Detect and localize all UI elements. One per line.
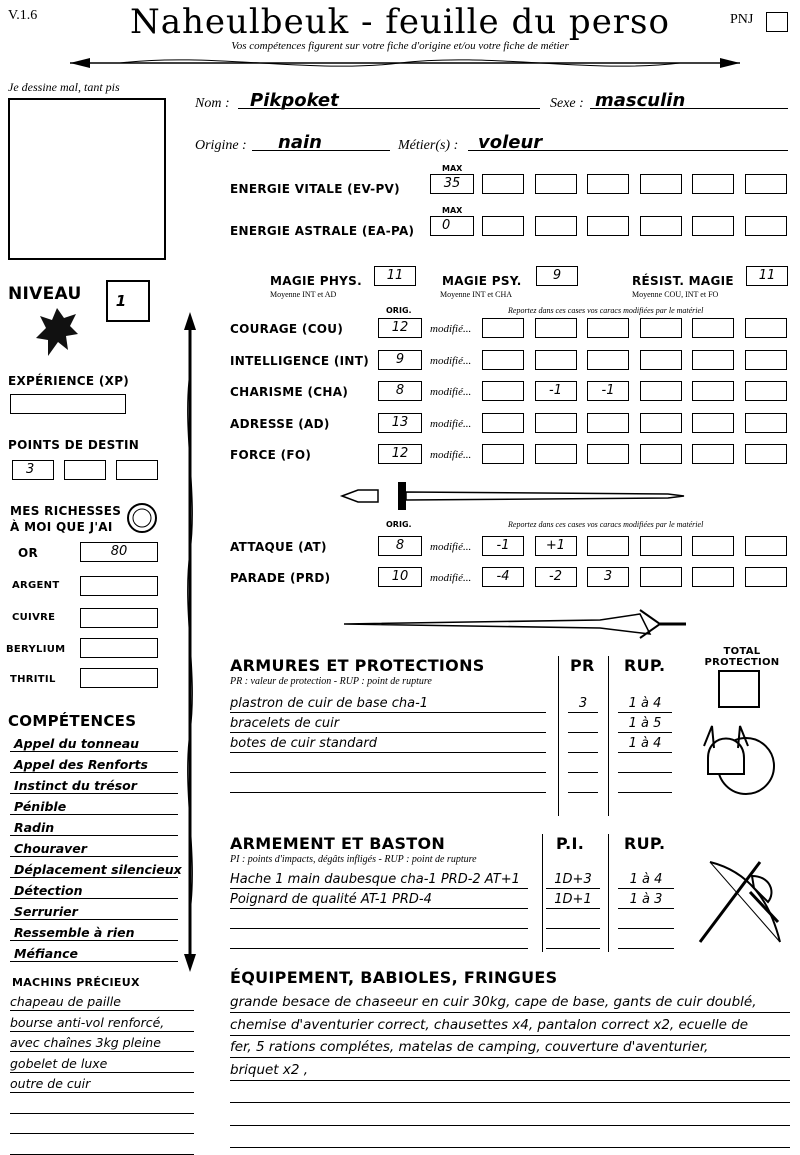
nom-value[interactable]: Pikpoket [250, 90, 339, 111]
modifie-label: modifié... [430, 417, 472, 430]
destin-label: POINTS DE DESTIN [8, 438, 140, 452]
version-label: V.1.6 [8, 8, 38, 23]
sheet-title: Naheulbeuk - feuille du perso [130, 2, 670, 42]
ev-value: 35 [443, 176, 461, 191]
precious-line [10, 1010, 194, 1011]
stat-mod-box[interactable] [640, 536, 682, 556]
resist-value: 11 [758, 268, 776, 283]
niveau-label: NIVEAU [8, 284, 82, 304]
stat-mod-box[interactable] [745, 318, 787, 338]
skill-line [10, 751, 178, 752]
cuivre-box[interactable] [80, 608, 158, 628]
stat-mod-box[interactable] [745, 350, 787, 370]
richesses-label-1: MES RICHESSES [10, 504, 122, 518]
armor-rup-line [618, 772, 672, 773]
equipment-line [230, 1125, 790, 1126]
richesses-label-2: À MOI QUE J'AI [10, 520, 113, 534]
cuivre-label: CUIVRE [12, 612, 56, 623]
weapon-line [230, 908, 528, 909]
weapon-pi-line [546, 888, 600, 889]
ea-box[interactable] [692, 216, 734, 236]
stat-mod-box[interactable] [587, 350, 629, 370]
stat-mod-value: -4 [496, 569, 510, 584]
armor-rup-line [618, 732, 672, 733]
weapon-rup-line [618, 948, 674, 949]
stat-mod-box[interactable] [692, 567, 734, 587]
or-value: 80 [110, 544, 128, 559]
stat-mod-box[interactable] [535, 350, 577, 370]
orig-label-combat: ORIG. [386, 520, 412, 529]
armor-pr-line [568, 752, 598, 753]
rup-header-armor: RUP. [624, 656, 666, 675]
ea-box[interactable] [587, 216, 629, 236]
precious-item[interactable]: gobelet de luxe [10, 1055, 108, 1071]
sexe-value[interactable]: masculin [595, 90, 686, 111]
armor-rup-line [618, 752, 672, 753]
armement-note: PI : points d'impacts, dégâts infligés - RUP : point de rupture [230, 854, 477, 865]
precious-item[interactable]: bourse anti-vol renforcé, [10, 1014, 165, 1030]
ea-box[interactable] [482, 216, 524, 236]
stat-mod-box[interactable] [640, 413, 682, 433]
armor-name[interactable]: botes de cuir standard [230, 736, 377, 751]
precious-line [10, 1154, 194, 1155]
weapon-pi-line [546, 908, 600, 909]
armures-title: ARMURES ET PROTECTIONS [230, 656, 485, 675]
ea-label: ENERGIE ASTRALE (EA-PA) [230, 224, 415, 238]
skill-line [10, 940, 178, 941]
armor-rup-line [618, 712, 672, 713]
coin-icon [126, 502, 158, 534]
equipment-line [230, 1147, 790, 1148]
magie-phys-label: MAGIE PHYS. [270, 274, 362, 288]
skill-line [10, 772, 178, 773]
precious-line [10, 1133, 194, 1134]
modifie-label: modifié... [430, 572, 472, 584]
armor-rup[interactable]: 1 à 5 [628, 716, 662, 731]
equipment-line [230, 1102, 790, 1103]
skill-item[interactable]: Chouraver [14, 841, 87, 856]
thritil-box[interactable] [80, 668, 158, 688]
skill-line [10, 856, 178, 857]
total-protection-box[interactable] [718, 670, 760, 708]
skill-item[interactable]: Pénible [14, 799, 67, 814]
armor-pr-line [568, 792, 598, 793]
modifie-label: modifié... [430, 541, 472, 553]
stat-mod-box[interactable] [692, 413, 734, 433]
stat-mod-box[interactable] [640, 381, 682, 401]
skill-item[interactable]: Instinct du trésor [14, 778, 137, 793]
armor-rup[interactable]: 1 à 4 [628, 736, 662, 751]
pnj-checkbox[interactable] [766, 12, 788, 32]
equipment-line [230, 1012, 790, 1013]
stat-label: PARADE (PRD) [230, 571, 331, 585]
weapon-name[interactable]: Poignard de qualité AT-1 PRD-4 [230, 892, 432, 907]
thritil-label: THRITIL [10, 674, 56, 685]
armor-divider-1 [558, 656, 559, 816]
skill-item[interactable]: Appel des Renforts [14, 757, 148, 772]
magie-psy-label: MAGIE PSY. [442, 274, 522, 288]
stat-mod-box[interactable] [535, 444, 577, 464]
equipment-text[interactable]: grande besace de chaseeur en cuir 30kg, cape de base, gants de cuir doublé, [230, 994, 757, 1010]
armor-pr[interactable]: 3 [578, 696, 588, 711]
rup-header-weapons: RUP. [624, 834, 666, 853]
sheet-subtitle: Vos compétences figurent sur votre fiche d'origine et/ou votre fiche de métier [231, 40, 569, 52]
portrait-caption: Je dessine mal, tant pis [8, 80, 120, 94]
weapon-line [230, 928, 528, 929]
ea-box[interactable] [535, 216, 577, 236]
sword-ornament-2 [340, 604, 690, 644]
ev-max-label: MAX [442, 164, 463, 173]
weapon-pi-line [546, 948, 600, 949]
destin-value: 3 [26, 462, 35, 477]
ev-box[interactable] [482, 174, 524, 194]
stat-orig-value: 8 [395, 383, 405, 398]
skill-line [10, 919, 178, 920]
stat-mod-box[interactable] [587, 444, 629, 464]
stat-mod-box[interactable] [745, 444, 787, 464]
ea-value: 0 [442, 218, 451, 233]
skill-line [10, 961, 178, 962]
armor-line [230, 752, 546, 753]
stat-orig-value: 8 [395, 538, 405, 553]
armor-line [230, 732, 546, 733]
weapon-rup[interactable]: 1 à 4 [629, 872, 663, 887]
stat-label: COURAGE (COU) [230, 322, 344, 336]
magie-phys-note: Moyenne INT et AD [270, 290, 337, 299]
stat-label: CHARISME (CHA) [230, 385, 349, 399]
stat-mod-box[interactable] [587, 318, 629, 338]
stat-orig-value: 12 [391, 320, 409, 335]
precious-item[interactable]: chapeau de paille [10, 994, 121, 1009]
skill-item[interactable]: Déplacement silencieux [14, 862, 182, 877]
header-spear-ornament [60, 52, 750, 74]
stat-mod-value: -1 [496, 538, 510, 553]
armement-title: ARMEMENT ET BASTON [230, 834, 446, 853]
precious-line [10, 1031, 194, 1032]
precious-line [10, 1113, 194, 1114]
skill-item[interactable]: Appel du tonneau [14, 736, 140, 751]
weapon-pi-line [546, 928, 600, 929]
portrait-box[interactable] [8, 98, 166, 260]
skill-line [10, 814, 178, 815]
stat-mod-box[interactable] [482, 318, 524, 338]
ea-box[interactable] [745, 216, 787, 236]
weapon-rup-line [618, 888, 674, 889]
armor-pr-line [568, 712, 598, 713]
armor-rup[interactable]: 1 à 4 [628, 696, 662, 711]
stat-label: ATTAQUE (AT) [230, 540, 327, 554]
stat-mod-box[interactable] [640, 444, 682, 464]
modifie-label: modifié... [430, 449, 472, 461]
stat-mod-box[interactable] [745, 413, 787, 433]
combat-note: Reportez dans ces cases vos caracs modifiées par le matériel [508, 520, 704, 529]
stat-mod-box[interactable] [692, 318, 734, 338]
berylium-label: BERYLIUM [6, 644, 66, 655]
or-label: OR [18, 546, 39, 560]
armor-line [230, 712, 546, 713]
stat-mod-box[interactable] [535, 413, 577, 433]
pi-header: P.I. [556, 834, 585, 853]
origine-value[interactable]: nain [278, 132, 322, 153]
precious-line [10, 1072, 194, 1073]
skill-item[interactable]: Méfiance [14, 946, 78, 961]
total-protection-label: TOTAL PROTECTION [704, 646, 780, 668]
stat-label: INTELLIGENCE (INT) [230, 353, 369, 368]
precious-item[interactable]: outre de cuir [10, 1076, 91, 1091]
resist-note: Moyenne COU, INT et FO [632, 290, 719, 299]
stat-mod-box[interactable] [745, 536, 787, 556]
destin-box-3[interactable] [116, 460, 158, 480]
precious-item[interactable]: avec chaînes 3kg pleine [10, 1035, 161, 1050]
orig-label: ORIG. [386, 306, 412, 315]
weapons-divider-1 [542, 834, 543, 952]
metier-label: Métier(s) : [398, 138, 459, 153]
stat-mod-box[interactable] [482, 413, 524, 433]
weapons-divider-2 [608, 834, 609, 952]
spear-divider [180, 312, 200, 972]
ea-max-label: MAX [442, 206, 463, 215]
armor-name[interactable]: bracelets de cuir [230, 716, 340, 731]
modifie-label: modifié... [430, 354, 472, 367]
stat-mod-box[interactable] [640, 567, 682, 587]
sexe-label: Sexe : [550, 96, 584, 111]
armor-pr-line [568, 772, 598, 773]
stat-mod-box[interactable] [535, 318, 577, 338]
modifie-label: modifié... [430, 386, 472, 398]
stat-orig-value: 13 [391, 414, 409, 430]
skill-item[interactable]: Détection [14, 883, 83, 898]
helmet-shield-icon [694, 718, 776, 808]
armor-rup-line [618, 792, 672, 793]
weapon-pi[interactable]: 1D+1 [554, 892, 592, 907]
weapon-rup[interactable]: 1 à 3 [629, 892, 663, 907]
stat-orig-value: 10 [391, 569, 409, 584]
stats-note: Reportez dans ces cases vos caracs modifiées par le matériel [508, 306, 704, 315]
skill-line [10, 877, 178, 878]
magie-psy-value: 9 [552, 268, 562, 283]
ev-box[interactable] [745, 174, 787, 194]
stat-mod-box[interactable] [745, 567, 787, 587]
skill-line [10, 793, 178, 794]
equipment-line [230, 1080, 790, 1081]
stat-mod-box[interactable] [482, 381, 524, 401]
equipment-text[interactable]: briquet x2 , [230, 1061, 309, 1078]
precious-line [10, 1092, 194, 1093]
stat-mod-box[interactable] [587, 413, 629, 433]
stat-mod-box[interactable] [692, 381, 734, 401]
skill-line [10, 898, 178, 899]
armor-name[interactable]: plastron de cuir de base cha-1 [230, 696, 429, 711]
ev-box[interactable] [692, 174, 734, 194]
stat-mod-box[interactable] [640, 350, 682, 370]
niveau-value: 1 [115, 292, 127, 310]
magie-psy-note: Moyenne INT et CHA [440, 290, 513, 299]
equipment-line [230, 1035, 790, 1036]
skill-item[interactable]: Ressemble à rien [14, 925, 135, 940]
equipment-text[interactable]: fer, 5 rations complétes, matelas de camping, couverture d'aventurier, [230, 1039, 709, 1055]
stat-mod-box[interactable] [482, 350, 524, 370]
stat-mod-box[interactable] [692, 444, 734, 464]
ea-box[interactable] [640, 216, 682, 236]
stat-mod-value: -1 [601, 383, 615, 398]
stat-mod-box[interactable] [745, 381, 787, 401]
skill-item[interactable]: Radin [14, 820, 55, 835]
weapon-rup-line [618, 908, 674, 909]
xp-box[interactable] [10, 394, 126, 414]
armor-divider-2 [608, 656, 609, 816]
stat-mod-value: -2 [549, 569, 562, 584]
armor-pr-line [568, 732, 598, 733]
ev-box[interactable] [587, 174, 629, 194]
stat-mod-value: 3 [603, 569, 613, 584]
nom-label: Nom : [195, 96, 230, 111]
metier-value[interactable]: voleur [478, 132, 543, 153]
stat-mod-box[interactable] [587, 536, 629, 556]
stat-orig-value: 12 [391, 446, 409, 461]
competences-title: COMPÉTENCES [8, 712, 137, 730]
stat-mod-value: -1 [549, 383, 562, 398]
berylium-box[interactable] [80, 638, 158, 658]
origine-label: Origine : [195, 138, 247, 153]
argent-label: ARGENT [12, 580, 60, 591]
equipement-title: ÉQUIPEMENT, BABIOLES, FRINGUES [230, 968, 558, 987]
sword-ornament-1 [338, 478, 688, 514]
xp-label: EXPÉRIENCE (XP) [8, 374, 130, 388]
modifie-label: modifié... [430, 323, 472, 335]
stat-label: ADRESSE (AD) [230, 416, 330, 431]
weapon-rup-line [618, 928, 674, 929]
stat-mod-box[interactable] [692, 536, 734, 556]
argent-box[interactable] [80, 576, 158, 596]
machins-title: MACHINS PRÉCIEUX [12, 976, 140, 989]
ev-label: ENERGIE VITALE (EV-PV) [230, 182, 400, 196]
pr-header: PR [570, 656, 595, 675]
skill-line [10, 835, 178, 836]
ev-box[interactable] [535, 174, 577, 194]
weapons-icon [690, 852, 790, 948]
stat-label: FORCE (FO) [230, 448, 312, 462]
stat-mod-value: +1 [545, 538, 566, 553]
dragon-icon [32, 304, 82, 362]
stat-orig-value: 9 [395, 351, 405, 367]
stat-mod-box[interactable] [482, 444, 524, 464]
stat-mod-box[interactable] [640, 318, 682, 338]
armures-note: PR : valeur de protection - RUP : point de rupture [230, 676, 432, 687]
equipment-text[interactable]: chemise d'aventurier correct, chausettes x4, pantalon correct x2, ecuelle de [230, 1016, 749, 1033]
weapon-line [230, 888, 528, 889]
resist-label: RÉSIST. MAGIE [632, 274, 734, 288]
armor-line [230, 792, 546, 793]
stat-mod-box[interactable] [692, 350, 734, 370]
destin-box-2[interactable] [64, 460, 106, 480]
equipment-line [230, 1057, 790, 1058]
magie-phys-value: 11 [386, 268, 404, 283]
ev-box[interactable] [640, 174, 682, 194]
precious-line [10, 1051, 194, 1052]
pnj-label: PNJ [730, 12, 754, 27]
armor-line [230, 772, 546, 773]
weapon-name[interactable]: Hache 1 main daubesque cha-1 PRD-2 AT+1 [230, 872, 520, 887]
weapon-pi[interactable]: 1D+3 [554, 872, 592, 887]
weapon-line [230, 948, 528, 949]
skill-item[interactable]: Serrurier [14, 904, 78, 919]
